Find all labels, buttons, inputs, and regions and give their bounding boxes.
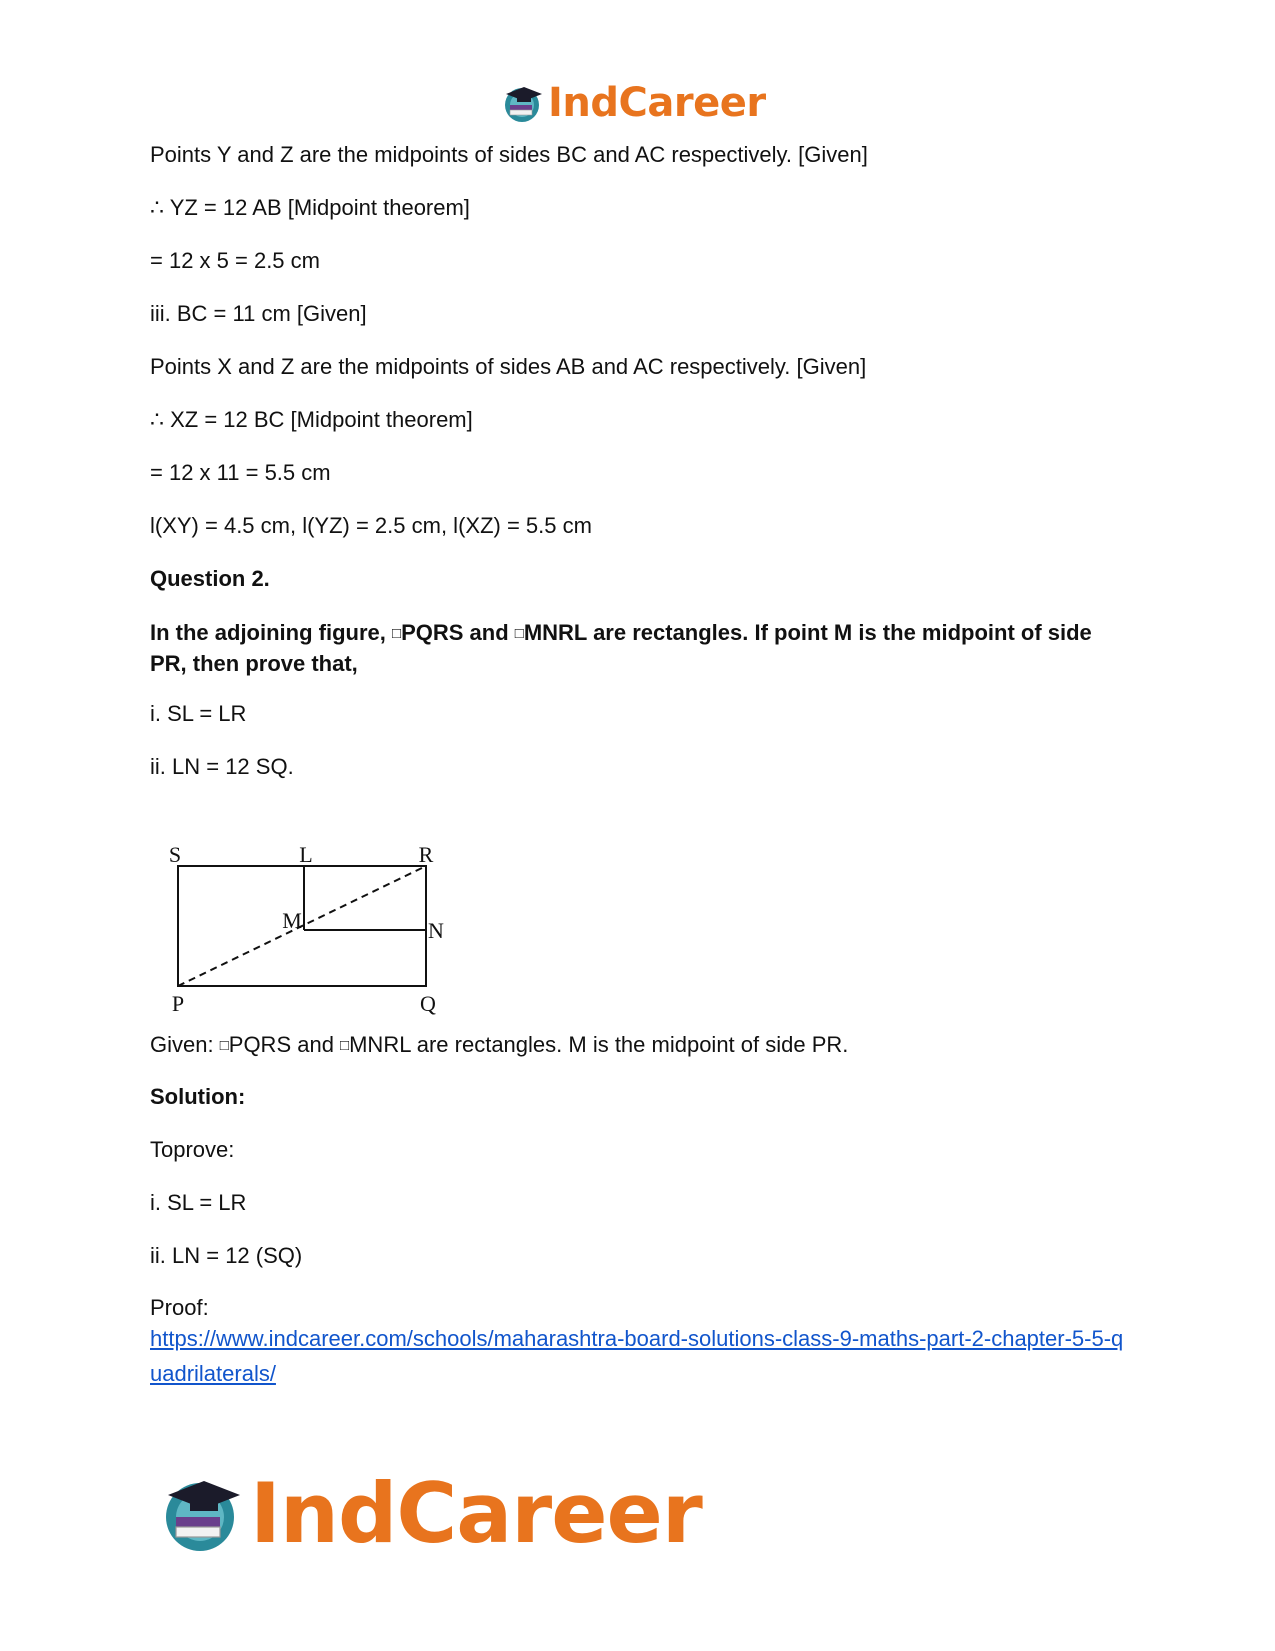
label-r: R: [418, 846, 434, 867]
question-heading: Question 2.: [150, 566, 270, 591]
square-symbol: □: [392, 625, 402, 642]
proof-label: Proof:: [150, 1295, 209, 1320]
square-symbol: □: [219, 1037, 229, 1054]
text-line: = 12 x 11 = 5.5 cm: [150, 460, 331, 485]
to-prove-item: ii. LN = 12 (SQ): [150, 1243, 303, 1268]
given-text-part: Given:: [150, 1032, 220, 1057]
solution-heading: Solution:: [150, 1084, 246, 1109]
graduation-cap-globe-icon: [502, 81, 546, 125]
square-symbol: □: [340, 1037, 350, 1054]
text-line: ∴ XZ = 12 BC [Midpoint theorem]: [150, 407, 473, 432]
text-line: iii. BC = 11 cm [Given]: [150, 301, 367, 326]
label-n: N: [428, 918, 444, 943]
label-m: M: [282, 908, 302, 933]
question-item: i. SL = LR: [150, 701, 247, 726]
text-line: ∴ YZ = 12 AB [Midpoint theorem]: [150, 195, 470, 220]
to-prove-label: Toprove:: [150, 1137, 235, 1162]
rectangle-figure: [158, 846, 458, 1026]
text-line: l(XY) = 4.5 cm, l(YZ) = 2.5 cm, l(XZ) = 5.5 cm: [150, 513, 592, 538]
given-text-part: PQRS and: [228, 1032, 341, 1057]
question-text-part: PQRS and: [401, 620, 515, 645]
text-line: = 12 x 5 = 2.5 cm: [150, 248, 320, 273]
question-text-part: In the adjoining figure,: [150, 620, 392, 645]
square-symbol: □: [514, 625, 524, 642]
given-text-part: MNRL are rectangles. M is the midpoint of side PR.: [349, 1032, 849, 1057]
question-item: ii. LN = 12 SQ.: [150, 754, 294, 779]
question-text-part: MNRL are rectangles. If point M is the midpoint of side PR, then prove that,: [150, 620, 1092, 676]
solution-link[interactable]: https://www.indcareer.com/schools/maharashtra-board-solutions-class-9-maths-part-2-chapter-5-5-quadrilaterals/: [150, 1326, 1124, 1386]
label-q: Q: [420, 991, 436, 1016]
header-logo: [502, 78, 766, 128]
label-l: L: [299, 846, 313, 867]
label-s: S: [168, 846, 182, 867]
footer-logo: [160, 1464, 702, 1562]
given-text: [150, 1030, 848, 1061]
text-line: Points Y and Z are the midpoints of sides BC and AC respectively. [Given]: [150, 142, 868, 167]
footer-logo-text: IndCareer: [250, 1464, 702, 1562]
header-logo-text: IndCareer: [548, 80, 766, 126]
label-p: P: [171, 991, 185, 1016]
to-prove-item: i. SL = LR: [150, 1190, 247, 1215]
graduation-cap-globe-icon: [160, 1469, 248, 1557]
question-text: [150, 618, 1100, 679]
diagonal-pr: [178, 866, 426, 986]
text-line: Points X and Z are the midpoints of sides AB and AC respectively. [Given]: [150, 354, 867, 379]
